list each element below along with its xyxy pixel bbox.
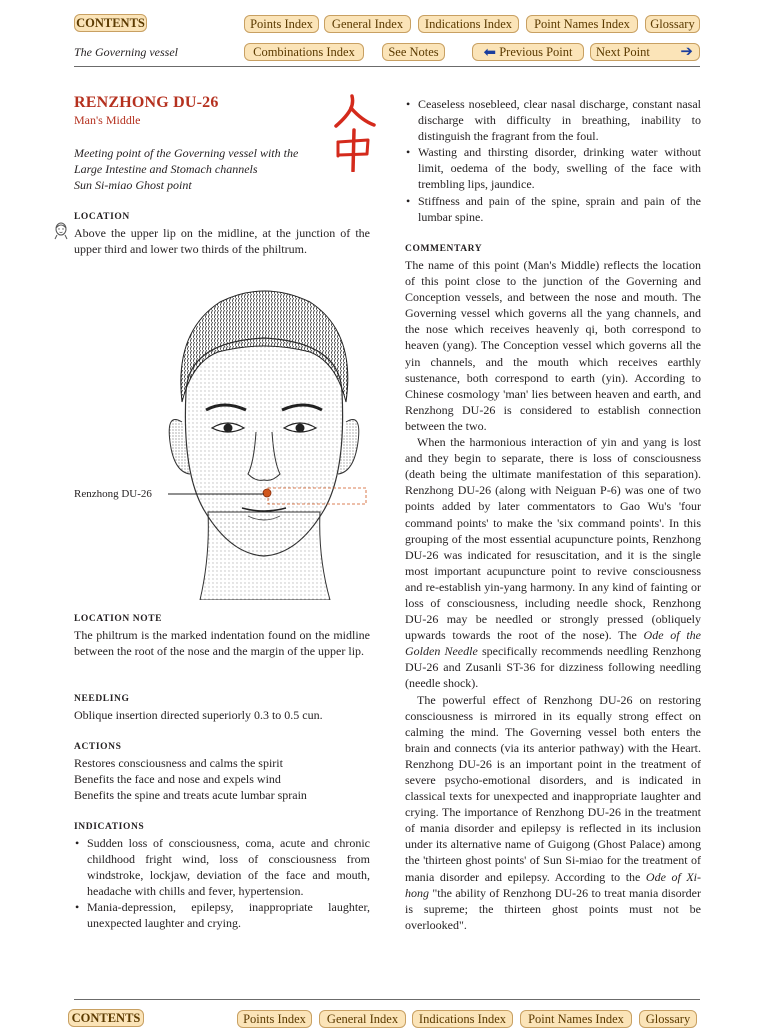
glossary-button[interactable]: Glossary (645, 15, 700, 33)
points-index-button[interactable]: Points Index (244, 15, 319, 33)
point-description-1: Meeting point of the Governing vessel with the (74, 146, 299, 160)
actions-heading: ACTIONS (74, 742, 122, 752)
commentary-p3-start: The powerful effect of Renzhong DU-26 on restoring consciousness is mirrored in its equally strong effect on calming the mind. The Governing vessel both enters the brain and connects (via its anterior pathway) with the Heart. Renzhong DU-26 is an important point in the treatment of severe psycho-emotional disorders, and is indicated in classical texts for unexpected and inappropriate laughter and crying. The importance of Renzhong DU-26 in the treatment of mania disorder and epilepsy is reflected in its inclusion under its alternative name of Guigong (Ghost Palace) among the 'thirteen ghost points' of Sun Si-miao for the treatment of mania disorder and epilepsy. According to the (405, 692, 701, 884)
arrow-right-icon: ➔ (680, 44, 693, 60)
indications-index-button-bottom[interactable]: Indications Index (412, 1010, 513, 1028)
location-note-text: The philtrum is the marked indentation found on the midline between the root of the nose and the margin of the upper lip. (74, 628, 370, 659)
action-item: Benefits the face and nose and expels wind (74, 772, 281, 787)
commentary-p2-end: specifically recommends needling Renzhong DU-26 and Zusanli ST-36 for dizziness following needling (needle shock). (405, 644, 701, 691)
commentary-p2-start: When the harmonious interaction of yin and yang is lost and they begin to separate, there is loss of consciousness (death being the ultimate manifestation of this separation). Renzhong DU-26 (along with Neiguan P-6) was one of two points added by later commentators to Gao Wu's 'four command points' to make the 'six command points'. In this grouping of the most essential acupuncture points, Renzhong DU-26 was indicated for resuscitation, and it is the single most important acupuncture point to revive consciousness and re-establish yin-yang harmony. In any kind of fainting or loss of consciousness, including needle shock, Renzhong DU-26 may be needled or strongly pressed (obliquely upwards towards the root of the nose). The (405, 435, 701, 643)
point-title: RENZHONG DU-26 (74, 94, 219, 111)
needling-heading: NEEDLING (74, 694, 130, 704)
figure-point-label: Renzhong DU-26 (74, 488, 152, 500)
section-title: The Governing vessel (74, 45, 178, 59)
contents-button-bottom[interactable]: CONTENTS (68, 1009, 144, 1027)
point-description-3: Sun Si-miao Ghost point (74, 178, 192, 192)
indications-list-left (74, 835, 370, 932)
contents-button[interactable]: CONTENTS (74, 14, 147, 32)
needling-text: Oblique insertion directed superiorly 0.3 to 0.5 cun. (74, 708, 323, 722)
commentary-p3-end: "the ability of Renzhong DU-26 to treat mania disorder is supreme; the thirteen ghost points must not be overlooked". (405, 885, 701, 932)
indication-item: • Ceaseless nosebleed, clear nasal discharge, constant nasal discharge with difficulty in breathing, inability to distinguish the fragrant from the foul. (405, 96, 701, 144)
commentary-paragraph-1: The name of this point (Man's Middle) reflects the location of this point close to the junction of the Governing and Conception vessels, and between the nose and mouth. The Governing vessel which governs all the yang channels, and the nose which receives heavenly qi, both correspond to heaven (yang). The Conception vessel which governs all the yin channels, and the mouth which receives earthly sustenance, both correspond to earth (yin). According to Chinese cosmology 'man' lies between heaven and earth, and Renzhong DU-26 is considered to establish connection between the two. (405, 258, 701, 433)
footer-divider (74, 999, 700, 1000)
action-item: Restores consciousness and calms the spirit (74, 756, 283, 770)
point-names-index-button-bottom[interactable]: Point Names Index (520, 1010, 632, 1028)
location-heading: LOCATION (74, 212, 130, 222)
arrow-left-icon: ⬅ (483, 45, 497, 61)
indications-heading: INDICATIONS (74, 822, 145, 832)
actions-list (74, 755, 370, 803)
indications-index-button[interactable]: Indications Index (418, 15, 519, 33)
general-index-button[interactable]: General Index (324, 15, 411, 33)
indications-list-right (405, 96, 701, 225)
commentary-heading: COMMENTARY (405, 244, 483, 254)
point-subtitle: Man's Middle (74, 113, 141, 127)
next-point-label: Next Point (596, 45, 650, 59)
action-item: Benefits the spine and treats acute lumbar sprain (74, 788, 307, 803)
header-divider (74, 66, 700, 67)
indication-item: • Wasting and thirsting disorder, drinking water without limit, oedema of the body, swelling of the face with trembling lips, jaundice. (405, 144, 701, 192)
indication-item: • Sudden loss of consciousness, coma, acute and chronic childhood fright wind, loss of consciousness from windstroke, lockjaw, deviation of the face and mouth, headache with chills and fever, hypertension. (74, 835, 370, 899)
leader-line (160, 484, 370, 508)
see-notes-button[interactable]: See Notes (382, 43, 445, 61)
head-icon[interactable] (53, 222, 69, 240)
next-point-button[interactable] (590, 43, 700, 61)
glossary-button-bottom[interactable]: Glossary (639, 1010, 697, 1028)
location-text: Above the upper lip on the midline, at the junction of the upper third and lower two thirds of the philtrum. (74, 226, 370, 257)
chinese-characters-logo (330, 92, 378, 172)
indication-item: • Stiffness and pain of the spine, sprain and pain of the lumbar spine. (405, 193, 701, 225)
face-illustration (160, 282, 370, 600)
previous-point-button[interactable] (472, 43, 584, 61)
ode-golden-needle-title: Ode of the Golden Needle (405, 628, 701, 659)
points-index-button-bottom[interactable]: Points Index (237, 1010, 312, 1028)
point-description-2: Large Intestine and Stomach channels (74, 162, 258, 176)
commentary-paragraph-2 (405, 434, 701, 692)
commentary-text (405, 257, 701, 933)
location-note-heading: LOCATION NOTE (74, 614, 163, 624)
indication-item: • Mania-depression, epilepsy, inappropriate laughter, unexpected laughter and crying. (74, 899, 370, 931)
point-names-index-button[interactable]: Point Names Index (526, 15, 638, 33)
previous-point-label: Previous Point (499, 45, 573, 59)
combinations-index-button[interactable]: Combinations Index (244, 43, 364, 61)
commentary-paragraph-3 (405, 692, 701, 933)
general-index-button-bottom[interactable]: General Index (319, 1010, 406, 1028)
ode-xi-hong-title: Ode of Xi-hong (405, 869, 701, 900)
